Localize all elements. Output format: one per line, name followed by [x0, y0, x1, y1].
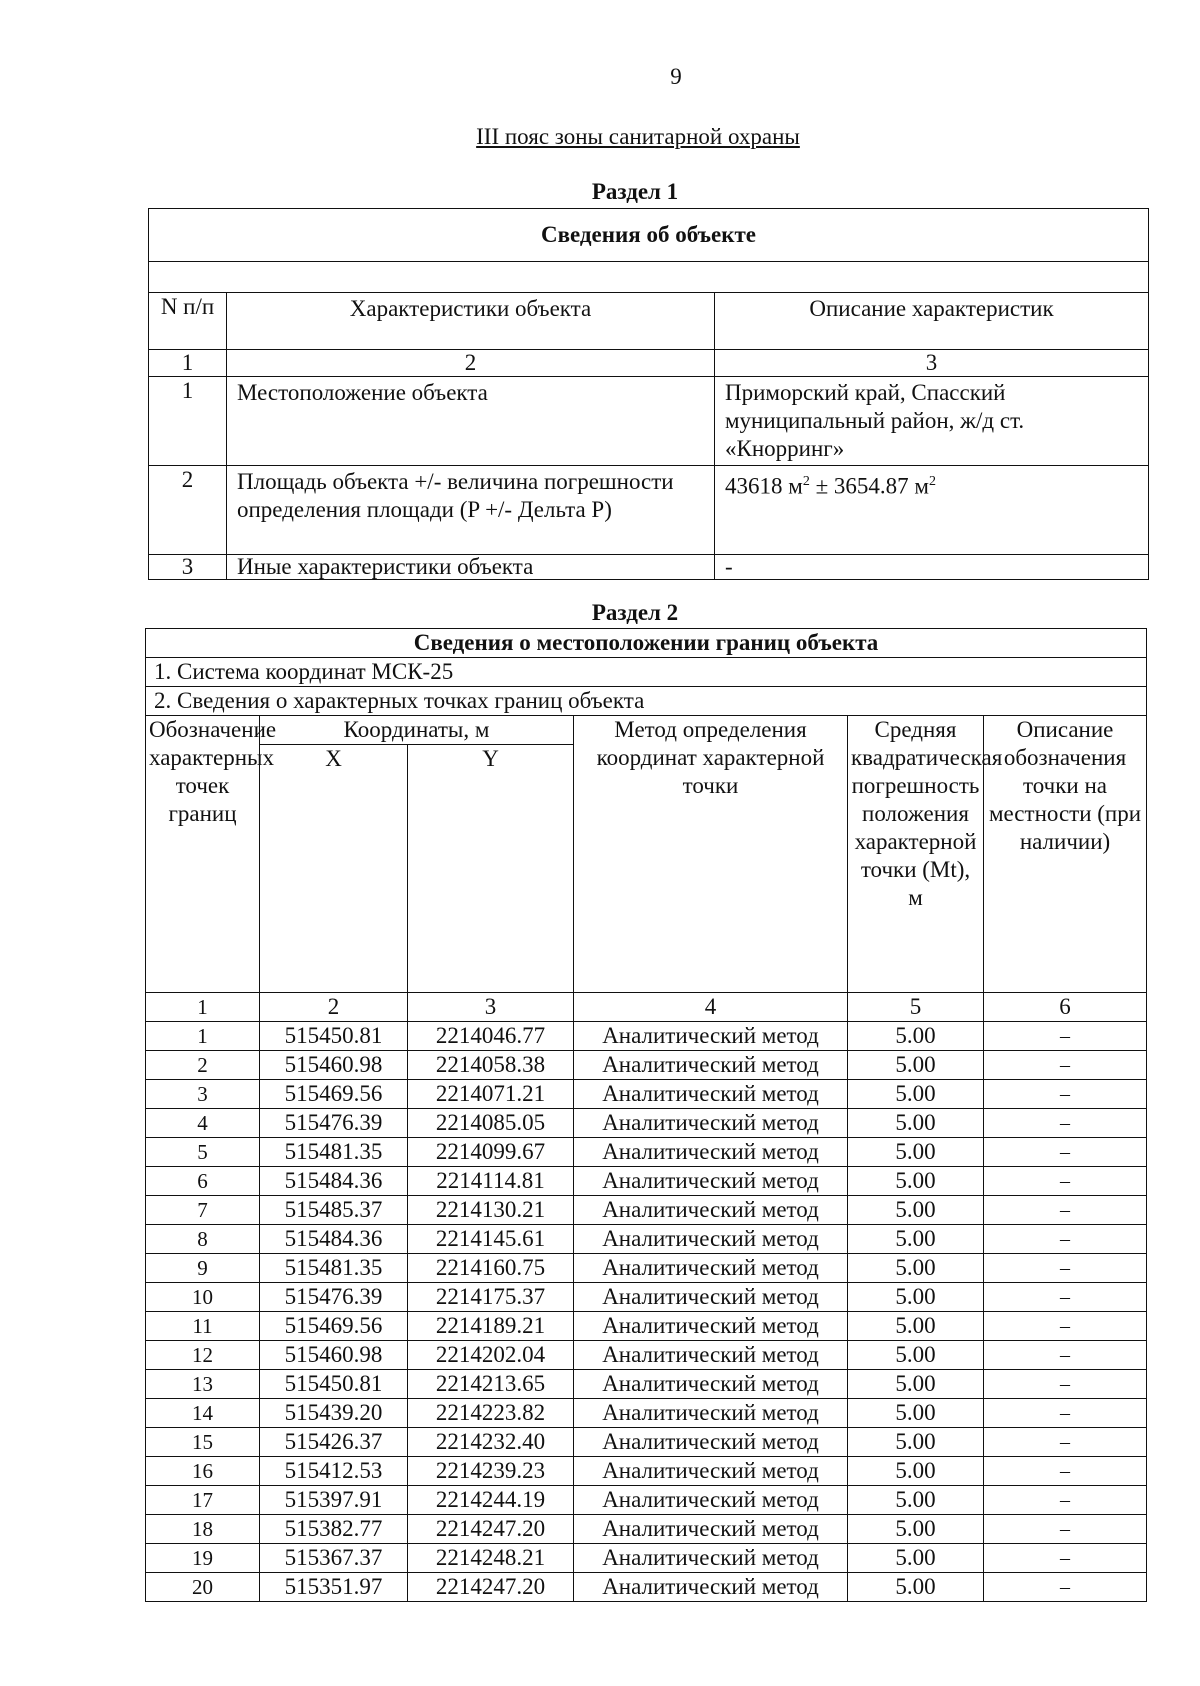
point-id: 19 [146, 1544, 260, 1573]
page-number: 9 [670, 64, 682, 89]
table-row [146, 1196, 1147, 1225]
point-id: 3 [146, 1080, 260, 1109]
coord-x: 515476.39 [260, 1283, 408, 1312]
header-description: Описание характеристик [715, 293, 1149, 350]
mean-error: 5.00 [848, 1283, 984, 1312]
method: Аналитический метод [574, 1370, 848, 1399]
coord-x: 515460.98 [260, 1051, 408, 1080]
coord-y: 2214071.21 [408, 1080, 574, 1109]
points-body [146, 1022, 1147, 1602]
coord-x: 515484.36 [260, 1225, 408, 1254]
mean-error: 5.00 [848, 1080, 984, 1109]
method: Аналитический метод [574, 1225, 848, 1254]
area-tolerance: ± 3654.87 м [809, 473, 929, 499]
index-cell: 3 [408, 993, 574, 1022]
point-id: 10 [146, 1283, 260, 1312]
mean-error: 5.00 [848, 1022, 984, 1051]
boundary-table-title: Сведения о местоположении границ объекта [146, 629, 1147, 658]
mean-error: 5.00 [848, 1544, 984, 1573]
point-id: 17 [146, 1486, 260, 1515]
point-id: 20 [146, 1573, 260, 1602]
coord-y: 2214099.67 [408, 1138, 574, 1167]
header-n: N п/п [149, 293, 227, 350]
coord-x: 515469.56 [260, 1312, 408, 1341]
points-title: 2. Сведения о характерных точках границ объекта [146, 687, 1147, 716]
mean-error: 5.00 [848, 1457, 984, 1486]
point-id: 14 [146, 1399, 260, 1428]
method: Аналитический метод [574, 1544, 848, 1573]
point-id: 12 [146, 1341, 260, 1370]
point-description: – [984, 1080, 1147, 1109]
point-id: 1 [146, 1022, 260, 1051]
method: Аналитический метод [574, 1254, 848, 1283]
object-info-table [148, 208, 1149, 580]
point-id: 13 [146, 1370, 260, 1399]
index-cell: 1 [146, 993, 260, 1022]
point-id: 4 [146, 1109, 260, 1138]
table-row [146, 1080, 1147, 1109]
point-description: – [984, 1051, 1147, 1080]
point-description: – [984, 1515, 1147, 1544]
coord-y: 2214247.20 [408, 1573, 574, 1602]
row-characteristic: Местоположение объекта [227, 377, 715, 466]
table-row [146, 1283, 1147, 1312]
mean-error: 5.00 [848, 1225, 984, 1254]
point-description: – [984, 1254, 1147, 1283]
point-description: – [984, 1312, 1147, 1341]
point-description: – [984, 1225, 1147, 1254]
mean-error: 5.00 [848, 1196, 984, 1225]
point-id: 18 [146, 1515, 260, 1544]
method: Аналитический метод [574, 1109, 848, 1138]
coord-x: 515367.37 [260, 1544, 408, 1573]
coord-x: 515460.98 [260, 1341, 408, 1370]
method: Аналитический метод [574, 1486, 848, 1515]
coord-y: 2214247.20 [408, 1515, 574, 1544]
coord-y: 2214239.23 [408, 1457, 574, 1486]
method: Аналитический метод [574, 1573, 848, 1602]
mean-error: 5.00 [848, 1573, 984, 1602]
mean-error: 5.00 [848, 1109, 984, 1138]
coord-y: 2214213.65 [408, 1370, 574, 1399]
area-value: 43618 м [725, 473, 803, 499]
method: Аналитический метод [574, 1341, 848, 1370]
method: Аналитический метод [574, 1428, 848, 1457]
row-number: 1 [149, 377, 227, 466]
empty-row [149, 262, 1149, 293]
index-cell: 1 [149, 350, 227, 377]
coord-x: 515397.91 [260, 1486, 408, 1515]
coord-x: 515412.53 [260, 1457, 408, 1486]
row-value: Приморский край, Спасский муниципальный район, ж/д ст. «Кнорринг» [715, 377, 1149, 466]
coord-x: 515469.56 [260, 1080, 408, 1109]
coord-y: 2214244.19 [408, 1486, 574, 1515]
index-cell: 2 [260, 993, 408, 1022]
coord-x: 515450.81 [260, 1022, 408, 1051]
table-row [146, 1370, 1147, 1399]
method: Аналитический метод [574, 1312, 848, 1341]
index-cell: 5 [848, 993, 984, 1022]
coord-y: 2214248.21 [408, 1544, 574, 1573]
point-description: – [984, 1544, 1147, 1573]
mean-error: 5.00 [848, 1370, 984, 1399]
method: Аналитический метод [574, 1457, 848, 1486]
table-row [146, 1486, 1147, 1515]
object-info-table-title: Сведения об объекте [149, 209, 1149, 262]
point-description: – [984, 1486, 1147, 1515]
table-row [146, 1544, 1147, 1573]
coord-y: 2214160.75 [408, 1254, 574, 1283]
header-coordinates: Координаты, м [260, 716, 574, 745]
table-row [146, 1138, 1147, 1167]
row-value [715, 466, 1149, 555]
mean-error: 5.00 [848, 1051, 984, 1080]
point-description: – [984, 1138, 1147, 1167]
mean-error: 5.00 [848, 1312, 984, 1341]
table-row [146, 1515, 1147, 1544]
table-row [146, 1399, 1147, 1428]
coord-y: 2214175.37 [408, 1283, 574, 1312]
point-description: – [984, 1167, 1147, 1196]
coord-x: 515450.81 [260, 1370, 408, 1399]
index-cell: 3 [715, 350, 1149, 377]
coord-y: 2214223.82 [408, 1399, 574, 1428]
coord-x: 515351.97 [260, 1573, 408, 1602]
header-point-description: Описание обозначения точки на местности (при наличии) [984, 716, 1147, 993]
point-id: 5 [146, 1138, 260, 1167]
row-number: 2 [149, 466, 227, 555]
mean-error: 5.00 [848, 1254, 984, 1283]
table-row [146, 1254, 1147, 1283]
coord-x: 515481.35 [260, 1254, 408, 1283]
table-row [146, 1051, 1147, 1080]
method: Аналитический метод [574, 1051, 848, 1080]
header-x: X [260, 745, 408, 993]
row-value: - [715, 555, 1149, 580]
point-id: 15 [146, 1428, 260, 1457]
row-characteristic: Иные характеристики объекта [227, 555, 715, 580]
table-row [146, 1428, 1147, 1457]
method: Аналитический метод [574, 1138, 848, 1167]
method: Аналитический метод [574, 1196, 848, 1225]
table-row [146, 1109, 1147, 1138]
coordinate-system: 1. Система координат МСК-25 [146, 658, 1147, 687]
coord-y: 2214046.77 [408, 1022, 574, 1051]
header-y: Y [408, 745, 574, 993]
header-characteristics: Характеристики объекта [227, 293, 715, 350]
table-row [146, 1341, 1147, 1370]
coord-x: 515426.37 [260, 1428, 408, 1457]
mean-error: 5.00 [848, 1341, 984, 1370]
mean-error: 5.00 [848, 1399, 984, 1428]
coord-y: 2214145.61 [408, 1225, 574, 1254]
coord-x: 515382.77 [260, 1515, 408, 1544]
coord-x: 515481.35 [260, 1138, 408, 1167]
point-description: – [984, 1370, 1147, 1399]
table-row [146, 1225, 1147, 1254]
table-row [146, 1573, 1147, 1602]
point-description: – [984, 1283, 1147, 1312]
point-id: 16 [146, 1457, 260, 1486]
table-row [146, 1312, 1147, 1341]
coord-y: 2214232.40 [408, 1428, 574, 1457]
method: Аналитический метод [574, 1022, 848, 1051]
table-row [146, 1457, 1147, 1486]
point-description: – [984, 1399, 1147, 1428]
index-cell: 2 [227, 350, 715, 377]
method: Аналитический метод [574, 1167, 848, 1196]
mean-error: 5.00 [848, 1138, 984, 1167]
index-cell: 6 [984, 993, 1147, 1022]
zone-title: III пояс зоны санитарной охраны [476, 124, 800, 149]
row-characteristic: Площадь объекта +/- величина погрешности определения площади (P +/- Дельта P) [227, 466, 715, 555]
mean-error: 5.00 [848, 1486, 984, 1515]
method: Аналитический метод [574, 1515, 848, 1544]
coord-y: 2214202.04 [408, 1341, 574, 1370]
method: Аналитический метод [574, 1283, 848, 1312]
point-id: 2 [146, 1051, 260, 1080]
section2-title: Раздел 2 [591, 600, 679, 625]
mean-error: 5.00 [848, 1515, 984, 1544]
point-description: – [984, 1573, 1147, 1602]
mean-error: 5.00 [848, 1167, 984, 1196]
coord-y: 2214058.38 [408, 1051, 574, 1080]
coord-y: 2214189.21 [408, 1312, 574, 1341]
method: Аналитический метод [574, 1399, 848, 1428]
coord-x: 515484.36 [260, 1167, 408, 1196]
point-description: – [984, 1196, 1147, 1225]
coord-x: 515476.39 [260, 1109, 408, 1138]
point-id: 7 [146, 1196, 260, 1225]
section1-title: Раздел 1 [591, 179, 679, 204]
point-id: 11 [146, 1312, 260, 1341]
point-description: – [984, 1428, 1147, 1457]
header-method: Метод определения координат характерной точки [574, 716, 848, 993]
index-cell: 4 [574, 993, 848, 1022]
point-id: 8 [146, 1225, 260, 1254]
coord-y: 2214085.05 [408, 1109, 574, 1138]
point-id: 9 [146, 1254, 260, 1283]
header-point-label: Обозначение характерных точек границ [146, 716, 260, 993]
header-error: Средняя квадратическая погрешность положения характерной точки (Mt), м [848, 716, 984, 993]
table-row [146, 1022, 1147, 1051]
row-number: 3 [149, 555, 227, 580]
point-description: – [984, 1109, 1147, 1138]
point-id: 6 [146, 1167, 260, 1196]
boundary-points-table [145, 628, 1147, 1602]
mean-error: 5.00 [848, 1428, 984, 1457]
point-description: – [984, 1022, 1147, 1051]
coord-y: 2214130.21 [408, 1196, 574, 1225]
coord-y: 2214114.81 [408, 1167, 574, 1196]
coord-x: 515439.20 [260, 1399, 408, 1428]
coord-x: 515485.37 [260, 1196, 408, 1225]
method: Аналитический метод [574, 1080, 848, 1109]
point-description: – [984, 1341, 1147, 1370]
superscript: 2 [802, 474, 810, 489]
table-row [146, 1167, 1147, 1196]
superscript: 2 [929, 474, 936, 489]
point-description: – [984, 1457, 1147, 1486]
